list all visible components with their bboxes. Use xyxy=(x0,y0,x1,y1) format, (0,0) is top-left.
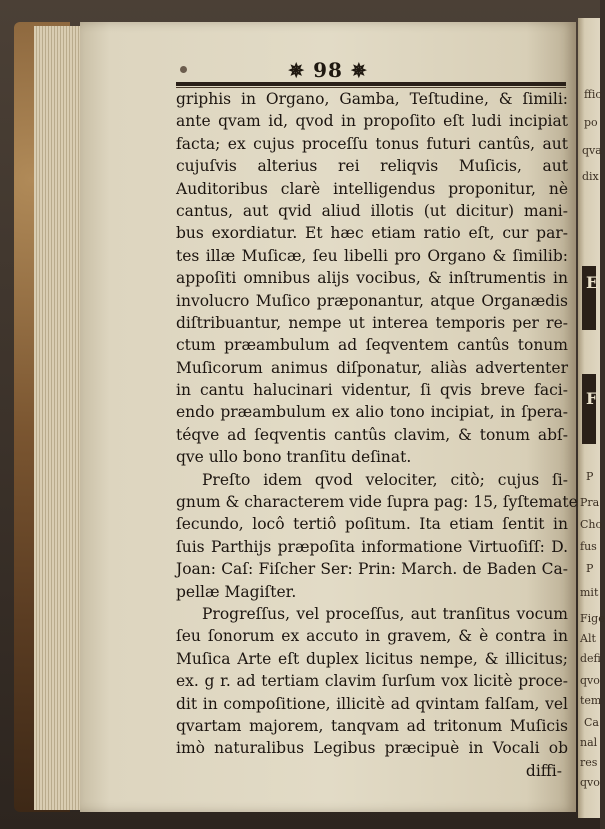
text-line: cantus, aut qvid aliud illotis (ut dicitur) mani- xyxy=(176,201,568,220)
text-line: ex. g r. ad tertiam clavim ſurſum vox licitè proce- xyxy=(176,672,568,691)
text-line: Preſto idem qvod velociter, citò; cujus ſi- xyxy=(202,470,568,489)
right-fragment: qvo xyxy=(580,776,600,789)
text-line: Muſicorum animus diſponatur, aliàs advertenter xyxy=(176,358,568,377)
text-line: Joan: Caſ: Fiſcher Ser: Prin: March. de Baden Ca- xyxy=(176,560,568,579)
text-line: griphis in Organo, Gamba, Teſtudine, & ſimili: xyxy=(176,90,568,108)
text-line: Muſica Arte eſt duplex licitus nempe, & illicitus; xyxy=(176,649,568,668)
right-fragment: P xyxy=(586,470,594,483)
body-text xyxy=(176,88,578,782)
right-fragment: E xyxy=(586,273,599,292)
text-line: qve ullo bono tranſitu deſinat. xyxy=(176,448,412,467)
page-header xyxy=(80,58,576,82)
text-line: appoſiti omnibus alijs vocibus, & inſtrumentis in xyxy=(176,269,568,288)
right-fragment: nal xyxy=(580,736,598,749)
right-fragment: F xyxy=(586,389,598,408)
right-fragment: Pra xyxy=(580,496,600,509)
right-fragment: tem xyxy=(580,694,602,707)
text-line: facta; ex cujus proceſſu tonus futuri cantûs, aut xyxy=(176,134,568,153)
text-line: ante qvam id, qvod in propoſito eſt ludi incipiat xyxy=(176,112,568,131)
text-line: téqve ad ſeqventis cantûs clavim, & tonum abſ- xyxy=(176,425,568,444)
catchword: diffi- xyxy=(525,761,562,780)
text-line: in cantu halucinari videntur, ſi qvis breve faci- xyxy=(176,381,568,400)
right-fragment: qva xyxy=(582,144,602,157)
text-line: imò naturalibus Legibus præcipuè in Vocali ob xyxy=(176,739,568,758)
text-line: endo præambulum ex alio tono incipiat, in ſpera- xyxy=(176,403,568,422)
ornament-icon: ✵ xyxy=(350,60,368,82)
right-fragment: po xyxy=(584,116,598,129)
text-line: ſecundo, locô tertiô poſitum. Ita etiam ſentit in xyxy=(176,515,568,534)
right-fragment: defi xyxy=(580,652,601,665)
page-number: 98 xyxy=(313,58,343,82)
text-line: cujuſvis alterius rei reliqvis Muſicis, aut xyxy=(176,157,568,176)
header-rule xyxy=(176,82,566,86)
text-line: ctum præambulum ad ſeqventem cantûs tonum xyxy=(176,336,568,355)
right-fragment: Fige xyxy=(580,612,605,625)
text-line: qvartam majorem, tanqvam ad tritonum Muſicis xyxy=(176,716,568,735)
right-ornament-block xyxy=(582,374,596,444)
text-line: bus exordiatur. Et hæc etiam ratio eſt, cur par- xyxy=(176,224,568,243)
right-fragment: dix xyxy=(582,170,599,183)
text-line: ſeu ſonorum ex accuto in gravem, & è contra in xyxy=(176,627,568,646)
right-fragment: qvo xyxy=(580,674,600,687)
text-line: ſuis Parthijs præpoſita informatione Virtuoſiſſ: D. xyxy=(176,537,568,556)
right-fragment: mit xyxy=(580,586,599,599)
right-fragment: Ca xyxy=(584,716,599,729)
right-fragment: ffic xyxy=(584,88,602,101)
text-line: Auditoribus clarè intelligendus proponitur, nè xyxy=(176,179,568,198)
right-fragment: fus xyxy=(580,540,597,553)
right-fragment: res xyxy=(580,756,598,769)
ornament-icon: ✵ xyxy=(288,60,306,82)
text-line: dit in compoſitione, illicitè ad qvintam falſam, vel xyxy=(176,694,568,713)
text-line: Progreſſus, vel proceſſus, aut tranſitus vocum xyxy=(202,604,568,623)
text-line: involucro Muſico præponantur, atque Organædis xyxy=(176,291,568,310)
text-line: tes illæ Muſicæ, ſeu libelli pro Organo & ſimilib: xyxy=(176,246,568,265)
right-page-edge xyxy=(578,18,605,818)
right-fragment: Cho xyxy=(580,518,603,531)
right-fragment: Alt xyxy=(580,632,596,645)
page-edges xyxy=(34,26,83,810)
text-line: diſtribuantur, nempe ut interea temporis per re- xyxy=(176,313,568,332)
text-line: gnum & characterem vide ſupra pag: 15, ſyſtemate xyxy=(176,493,578,512)
text-line: pellæ Magiſter. xyxy=(176,582,297,601)
right-fragment: P xyxy=(586,562,594,575)
